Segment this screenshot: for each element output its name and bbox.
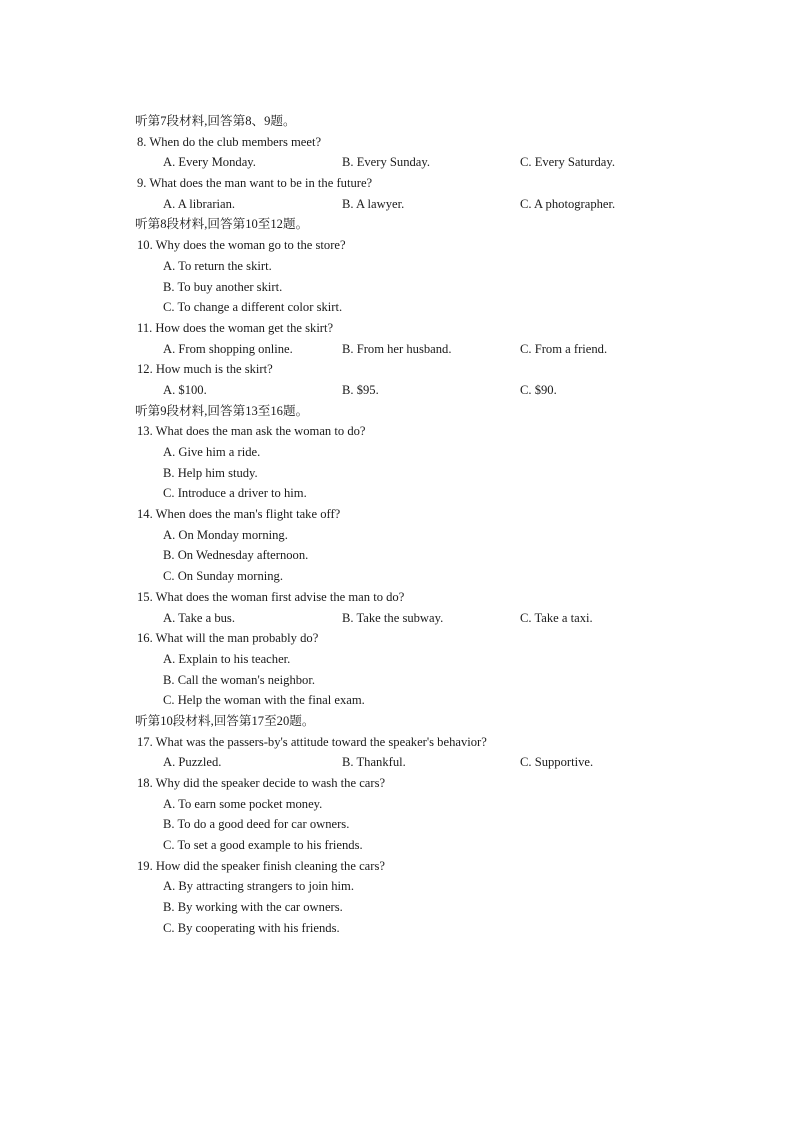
question-9: 9. What does the man want to be in the future? [137,176,373,191]
option-12-a: A. $100. [163,382,207,397]
section-heading-7: 听第7段材料,回答第8、9题。 [135,114,296,128]
option-13-a: A. Give him a ride. [163,445,261,459]
option-14-a: A. On Monday morning. [163,527,288,542]
option-14-c: C. On Sunday morning. [163,569,283,584]
options-12 [137,380,657,401]
question-10: 10. Why does the woman go to the store? [137,238,346,253]
option-19-b: B. By working with the car owners. [163,900,343,915]
question-16: 16. What will the man probably do? [137,631,319,646]
option-17-b: B. Thankful. [342,755,406,770]
option-8-b: B. Every Sunday. [342,155,431,170]
option-9-c: C. A photographer. [520,196,616,211]
option-10-c: C. To change a different color skirt. [163,300,343,315]
question-17: 17. What was the passers-by's attitude toward the speaker's behavior? [137,734,487,749]
question-11: 11. How does the woman get the skirt? [137,320,334,335]
question-8: 8. When do the club members meet? [137,134,322,149]
listening-section [137,111,657,939]
question-18: 18. Why did the speaker decide to wash the cars? [137,776,386,790]
option-18-a: A. To earn some pocket money. [163,796,323,811]
option-16-b: B. Call the woman's neighbor. [163,672,315,687]
option-11-a: A. From shopping online. [163,341,293,356]
option-18-c: C. To set a good example to his friends. [163,838,363,853]
option-16-a: A. Explain to his teacher. [163,651,291,666]
question-12: 12. How much is the skirt? [137,362,273,377]
options-9 [137,194,657,215]
option-11-c: C. From a friend. [520,341,608,356]
option-11-b: B. From her husband. [342,341,452,356]
option-12-b: B. $95. [342,382,379,397]
options-8 [137,152,657,173]
options-15 [137,608,657,629]
option-9-b: B. A lawyer. [342,196,405,211]
question-14: 14. When does the man's flight take off? [137,507,341,522]
option-15-b: B. Take the subway. [342,610,444,625]
option-15-a: A. Take a bus. [163,610,235,625]
option-15-c: C. Take a taxi. [520,610,593,625]
option-8-a: A. Every Monday. [163,155,256,170]
option-13-b: B. Help him study. [163,465,258,480]
options-17 [137,752,657,773]
option-14-b: B. On Wednesday afternoon. [163,548,309,563]
options-11 [137,339,657,360]
option-18-b: B. To do a good deed for car owners. [163,817,350,832]
section-heading-8: 听第8段材料,回答第10至12题。 [135,217,309,232]
option-19-c: C. By cooperating with his friends. [163,920,340,935]
option-8-c: C. Every Saturday. [520,155,616,170]
option-16-c: C. Help the woman with the final exam. [163,693,365,708]
section-heading-10: 听第10段材料,回答第17至20题。 [135,713,315,728]
option-19-a: A. By attracting strangers to join him. [163,879,354,894]
option-17-a: A. Puzzled. [163,755,222,770]
option-17-c: C. Supportive. [520,755,594,770]
option-9-a: A. A librarian. [163,196,236,211]
option-12-c: C. $90. [520,382,557,397]
question-15: 15. What does the woman first advise the man to do? [137,589,405,604]
option-13-c: C. Introduce a driver to him. [163,486,307,501]
section-heading-9: 听第9段材料,回答第13至16题。 [135,403,309,418]
question-13: 13. What does the man ask the woman to do? [137,424,366,439]
option-10-b: B. To buy another skirt. [163,279,283,294]
question-19: 19. How did the speaker finish cleaning the cars? [137,858,385,873]
option-10-a: A. To return the skirt. [163,258,272,273]
